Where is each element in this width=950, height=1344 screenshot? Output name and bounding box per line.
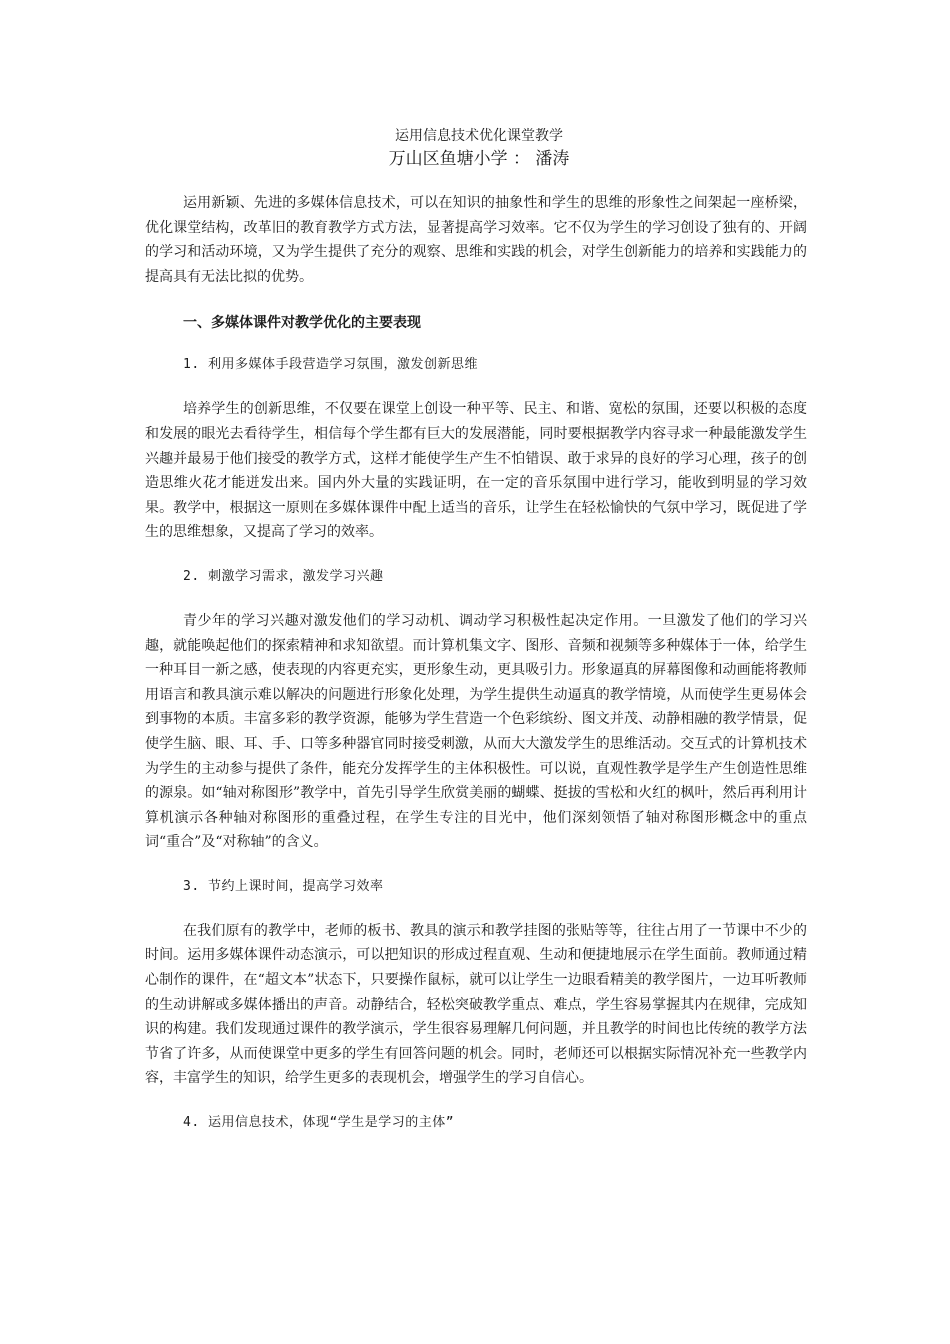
subsection-heading-1: 1. 利用多媒体手段营造学习氛围，激发创新思维 bbox=[183, 357, 478, 373]
subsection-body-1: 培养学生的创新思维，不仅要在课堂上创设一种平等、民主、和谐、宽松的氛围，还要以积极的态度和发展的眼光去看待学生，相信每个学生都有巨大的发展潜能，同时要根据教学内容寻求一种最能激发学生兴趣并最易于他们接受的教学方式，这样才能使学生产生不怕错误、敢于求异的良好的学习心理，孩子的创造思维火花才能迸发出来。国内外大量的实践证明，在一定的音乐氛围中进行学习，能收到明显的学习效果。教学中，根据这一原则在多媒体课件中配上适当的音乐，让学生在轻松愉快的气氛中学习，既促进了学生的思维想象，又提高了学习的效率。 bbox=[145, 401, 807, 541]
document-author-line: 万山区鱼塘小学 ： 潘涛 bbox=[388, 149, 570, 169]
intro-paragraph: 运用新颖、先进的多媒体信息技术，可以在知识的抽象性和学生的思维的形象性之间架起一座桥梁，优化课堂结构，改革旧的教育教学方式方法，显著提高学习效率。它不仅为学生的学习创设了独有的、开阔的学习和活动环境，又为学生提供了充分的观察、思维和实践的机会，对学生创新能力的培养和实践能力的提高具有无法比拟的优势。 bbox=[145, 195, 807, 285]
subsection-heading-2: 2. 刺激学习需求，激发学习兴趣 bbox=[183, 568, 384, 584]
subsection-body-2: 青少年的学习兴趣对激发他们的学习动机、调动学习积极性起决定作用。一旦激发了他们的学习兴趣，就能唤起他们的探索精神和求知欲望。而计算机集文字、图形、音频和视频等多种媒体于一体，给学生一种耳目一新之感，使表现的内容更充实，更形象生动，更具吸引力。形象逼真的屏幕图像和动画能将教师用语言和教具演示难以解决的问题进行形象化处理，为学生提供生动逼真的教学情境，从而使学生更易体会到事物的本质。丰富多彩的教学资源，能够为学生营造一个色彩缤纷、图文并茂、动静相融的教学情景，促使学生脑、眼、耳、手、口等多种器官同时接受刺激，从而大大激发学生的思维活动。交互式的计算机技术为学生的主动参与提供了条件，能充分发挥学生的主体积极性。可以说，直观性教学是学生产生创造性思维的源泉。如“轴对称图形”教学中，首先引导学生欣赏美丽的蝴蝶、挺拔的雪松和火红的枫叶，然后再利用计算机演示各种轴对称图形的重叠过程，在学生专注的目光中，他们深刻领悟了轴对称图形概念中的重点词“重合”及“对称轴”的含义。 bbox=[145, 612, 807, 851]
subsection-heading-4: 4. 运用信息技术，体现“学生是学习的主体” bbox=[183, 1115, 455, 1131]
document-page bbox=[145, 126, 807, 1155]
document-title: 运用信息技术优化课堂教学 bbox=[395, 128, 563, 144]
section-heading-1: 一、多媒体课件对教学优化的主要表现 bbox=[183, 315, 421, 332]
subsection-body-3: 在我们原有的教学中，老师的板书、教具的演示和教学挂图的张贴等等，往往占用了一节课中不少的时间。运用多媒体课件动态演示，可以把知识的形成过程直观、生动和便捷地展示在学生面前。教师通过精心制作的课件，在“超文本”状态下，只要操作鼠标，就可以让学生一边眼看精美的教学图片，一边耳听教师的生动讲解或多媒体播出的声音。动静结合，轻松突破教学重点、难点，学生容易掌握其内在规律，完成知识的构建。我们发现通过课件的教学演示，学生很容易理解几何问题，并且教学的时间也比传统的教学方法节省了许多，从而使课堂中更多的学生有回答问题的机会。同时，老师还可以根据实际情况补充一些教学内容，丰富学生的知识，给学生更多的表现机会，增强学生的学习自信心。 bbox=[145, 922, 807, 1087]
subsection-heading-3: 3. 节约上课时间，提高学习效率 bbox=[183, 878, 384, 894]
